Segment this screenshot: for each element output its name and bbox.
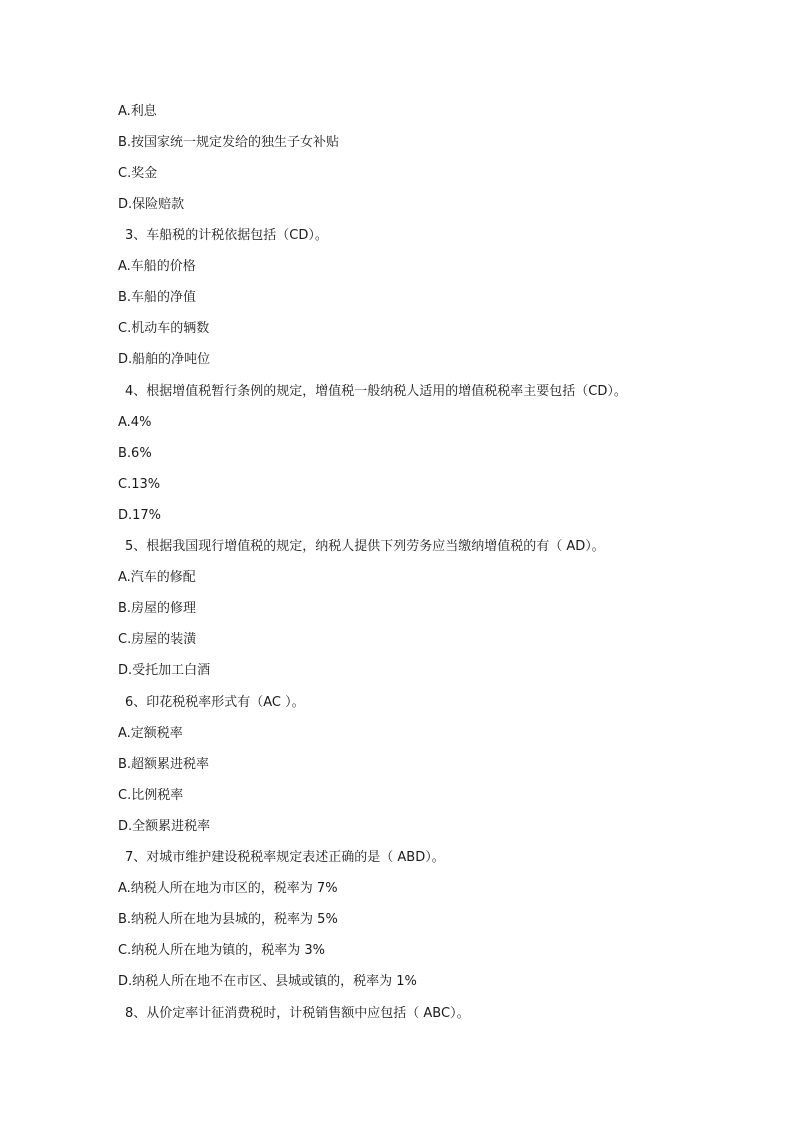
question-line: 6、印花税税率形式有（AC ）。 [125, 695, 305, 710]
option-line: D.保险赔款 [118, 197, 185, 212]
option-line: A.利息 [118, 104, 157, 119]
option-line: B.超额累进税率 [118, 757, 210, 772]
option-line: C.房屋的装潢 [118, 632, 197, 647]
option-line: A.车船的价格 [118, 259, 196, 274]
option-line: D.受托加工白酒 [118, 663, 211, 678]
option-line: B.按国家统一规定发给的独生子女补贴 [118, 135, 340, 150]
option-line: C.纳税人所在地为镇的，税率为 3% [118, 943, 325, 958]
question-line: 8、从价定率计征消费税时，计税销售额中应包括（ ABC）。 [125, 1006, 470, 1021]
question-line: 7、对城市维护建设税税率规定表述正确的是（ ABD）。 [125, 850, 445, 865]
option-line: B.房屋的修理 [118, 601, 197, 616]
option-line: A.4% [118, 415, 152, 430]
option-line: A.汽车的修配 [118, 570, 196, 585]
option-line: C.比例税率 [118, 788, 184, 803]
option-line: C.奖金 [118, 166, 158, 181]
option-line: A.定额税率 [118, 726, 183, 741]
question-line: 4、根据增值税暂行条例的规定，增值税一般纳税人适用的增值税税率主要包括（CD）。 [125, 384, 627, 399]
question-line: 5、根据我国现行增值税的规定，纳税人提供下列劳务应当缴纳增值税的有（ AD）。 [125, 539, 605, 554]
question-line: 3、车船税的计税依据包括（CD）。 [125, 228, 328, 243]
option-line: C.13% [118, 477, 161, 492]
option-line: A.纳税人所在地为市区的，税率为 7% [118, 881, 338, 896]
option-line: D.17% [118, 508, 162, 523]
option-line: D.纳税人所在地不在市区、县城或镇的，税率为 1% [118, 974, 417, 989]
option-line: B.纳税人所在地为县城的，税率为 5% [118, 912, 338, 927]
option-line: C.机动车的辆数 [118, 321, 210, 336]
option-line: B.车船的净值 [118, 290, 197, 305]
option-line: D.船舶的净吨位 [118, 352, 211, 367]
option-line: D.全额累进税率 [118, 819, 211, 834]
option-line: B.6% [118, 446, 152, 461]
